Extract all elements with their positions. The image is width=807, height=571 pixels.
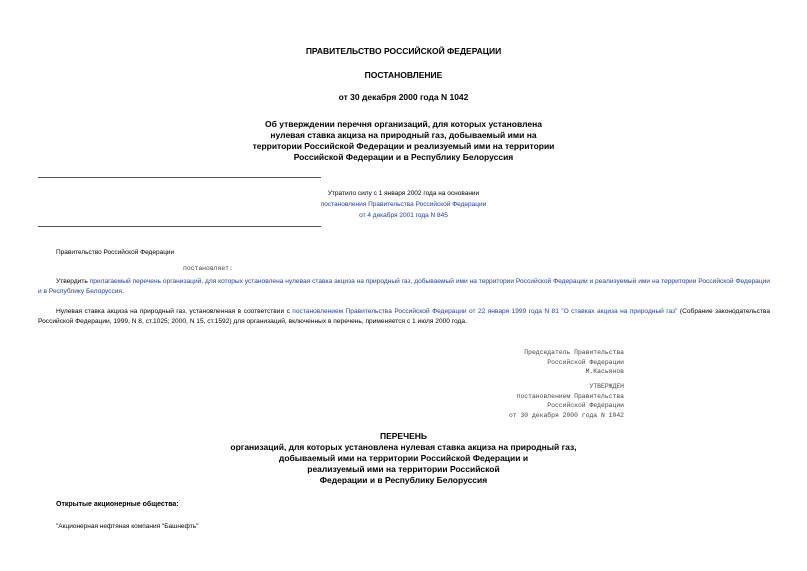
- paragraph-text: Утвердить: [56, 278, 90, 285]
- approved-list-link[interactable]: прилагаемый перечень организаций, для которых установлена нулевая ставка акциза на природный газ, добываемый ими на территории Российской Федерации и реализуемый ими на территории Российской Федерации и в Республику Белоруссия: [38, 278, 770, 295]
- signature-line: Российской Федерации: [547, 358, 624, 366]
- divider: [38, 177, 321, 178]
- signature-name: М.Касьянов: [585, 368, 624, 375]
- decree-81-link[interactable]: постановлением Правительства Российской Федерации от 22 января 1999 года N 81 "О ставках акциза на природный газ": [292, 308, 678, 315]
- approval-line: от 30 декабря 2000 года N 1042: [508, 411, 624, 419]
- group-heading: Открытые акционерные общества:: [56, 501, 179, 508]
- list-heading: ПЕРЕЧЕНЬ: [379, 431, 427, 441]
- list-item: "Акционерная нефтяная компания "Башнефть": [56, 523, 199, 530]
- approval-block: [420, 382, 624, 420]
- status-note: [280, 188, 527, 221]
- government-line: Правительство Российской Федерации: [56, 249, 175, 256]
- approval-line: УТВЕРЖДЕН: [589, 383, 624, 390]
- title-line: территории Российской Федерации и реализуемый ими на территории: [252, 141, 555, 151]
- list-title: [0, 442, 807, 486]
- signature-line: Председатель Правительства: [524, 349, 624, 356]
- repeal-decree-link[interactable]: постановления Правительства Российской Федерации: [320, 201, 487, 208]
- decrees-word: постановляет:: [183, 265, 233, 272]
- paragraph-2: [38, 307, 770, 327]
- title-line: нулевая ставка акциза на природный газ, добываемый ими на: [270, 130, 537, 140]
- paragraph-1: [38, 277, 770, 297]
- paragraph-text: (Собрание законодательства Российской Федерации, 1999, N 8, ст.1025; 2000, N 15, ст.1592) для организаций, включенных в перечень, применяется с 1 июля 2000 года.: [38, 308, 770, 325]
- approval-line: постановлением Правительства: [516, 392, 624, 400]
- title-line: Российской Федерации и в Республику Белоруссия: [293, 152, 514, 162]
- approval-line: Российской Федерации: [547, 402, 624, 409]
- government-heading: ПРАВИТЕЛЬСТВО РОССИЙСКОЙ ФЕДЕРАЦИИ: [305, 46, 502, 56]
- status-note-text: Утратило силу с 1 января 2002 года на основании: [327, 190, 480, 197]
- document-date-number: от 30 декабря 2000 года N 1042: [338, 92, 469, 102]
- repeal-decree-link-date[interactable]: от 4 декабря 2001 года N 845: [359, 212, 448, 219]
- divider: [38, 226, 321, 227]
- title-line: Об утверждении перечня организаций, для которых установлена: [265, 119, 542, 129]
- paragraph-text: Нулевая ставка акциза на природный газ, установленная в соответствии с: [56, 308, 293, 315]
- paragraph-text: .: [122, 288, 124, 295]
- signature-block: [420, 348, 624, 377]
- list-title-line: добываемый ими на территории Российской Федерации и: [278, 453, 529, 463]
- list-title-line: организаций, для которых установлена нулевая ставка акциза на природный газ,: [230, 442, 577, 452]
- document-title: [0, 119, 807, 163]
- list-title-line: реализуемый ими на территории Российской: [307, 464, 500, 474]
- list-title-line: Федерации и в Республику Белоруссия: [319, 475, 488, 485]
- document-type: ПОСТАНОВЛЕНИЕ: [364, 70, 443, 80]
